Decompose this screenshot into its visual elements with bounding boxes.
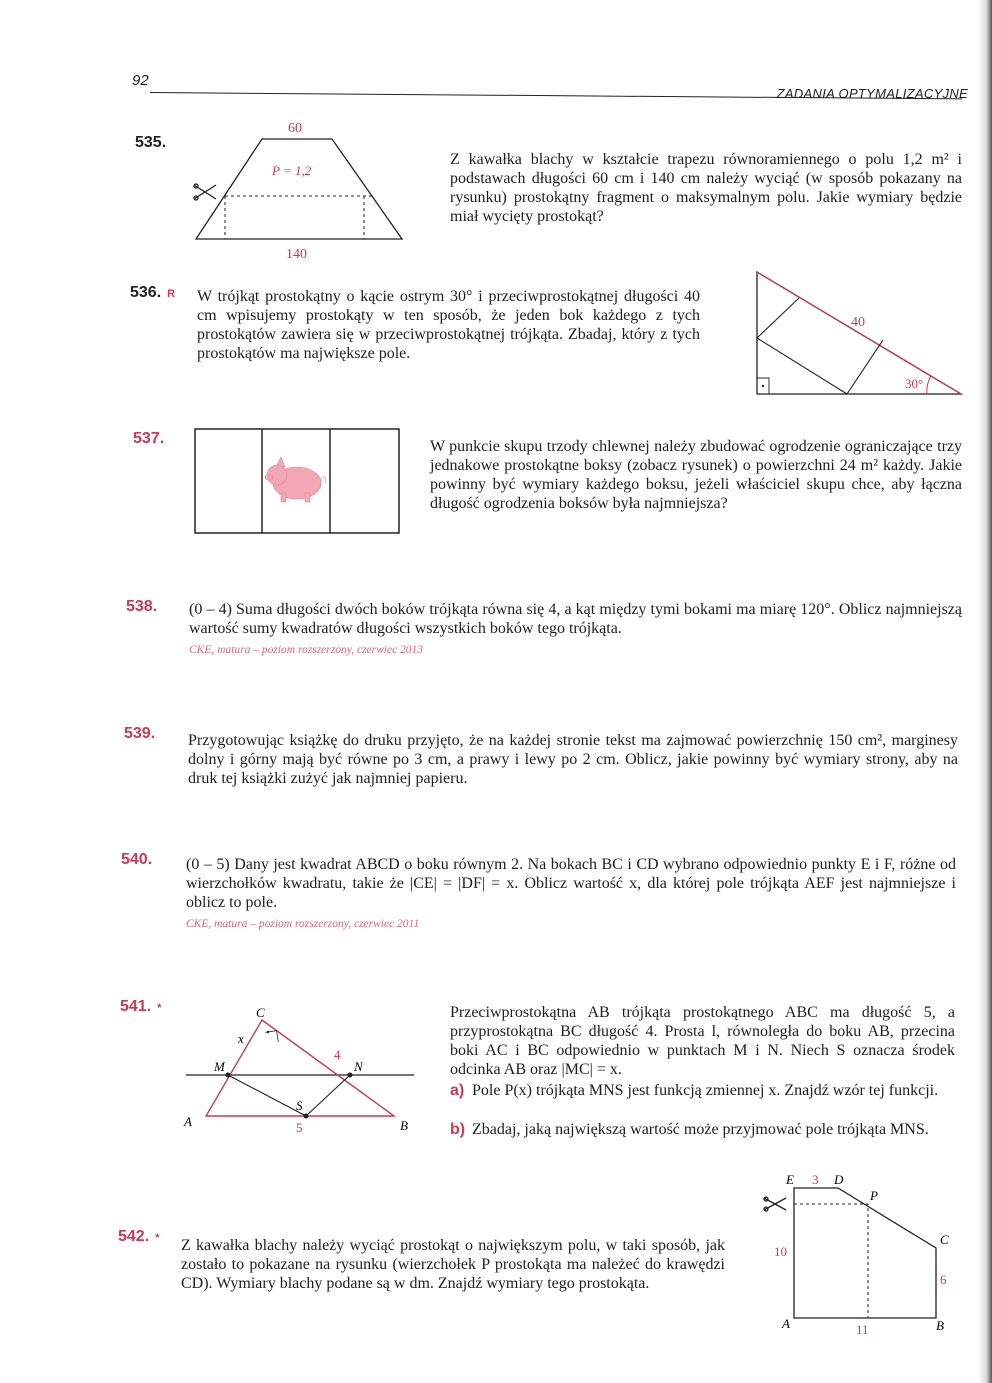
section-title: ZADANIA OPTYMALIZACYJNE bbox=[776, 86, 968, 101]
fig536-angle-label: 30° bbox=[905, 376, 924, 391]
problem-538-number: 538. bbox=[126, 598, 158, 615]
problem-541-text: Przeciwprostokątna AB trójkąta prostokątnego ABC ma długość 5, a przyprostokątna BC długość 4. Prosta l, równoległa do boku AB, przecina boki AC i BC odpowiednio w punktach M i N. Niech S oznacza środek odcinka AB oraz |MC| = x. bbox=[450, 1004, 955, 1078]
fig542-left: 10 bbox=[774, 1244, 787, 1259]
fig541-x: x bbox=[238, 1031, 244, 1046]
problem-535-number: 535. bbox=[135, 134, 167, 151]
star-mark: * bbox=[157, 1002, 162, 1014]
problem-537-text: W punkcie skupu trzody chlewnej należy zbudować ogrodzenie ograniczające trzy jednakowe prostokątne boksy (zobacz rysunek) o powierzchni 24 m² każdy. Jakie powinny być wymiary każdego boksu, jeżeli właściciel skupu chce, aby łączna długość ogrodzenia boksów była najmniejsza? bbox=[430, 438, 962, 512]
part-a-text: Pole P(x) trójkąta MNS jest funkcją zmiennej x. Znajdź wzór tej funkcji. bbox=[472, 1082, 939, 1099]
problem-541-number-text: 541. bbox=[120, 998, 152, 1015]
problem-541-part-b bbox=[450, 1120, 955, 1139]
fig541-M: M bbox=[214, 1059, 225, 1074]
fig541-B: B bbox=[400, 1118, 408, 1133]
problem-540-block bbox=[186, 855, 956, 934]
problem-536-number-text: 536. bbox=[130, 284, 162, 301]
problem-539-text: Przygotowując książkę do druku przyjęto, że na każdej stronie tekst ma zajmować powierzchnię 150 cm², marginesy dolny i górny mają być równe po 3 cm, a prawy i lewy po 2 cm. Oblicz, jakie powinny być wymiary strony, aby na druk tej książki zużyć jak najmniej papieru. bbox=[188, 732, 958, 787]
problem-536-number bbox=[130, 284, 175, 302]
problem-538-text: (0 – 4) Suma długości dwóch boków trójkąta równa się 4, a kąt między tymi bokami ma miarę 120°. Oblicz najmniejszą wartość sumy kwadratów długości wszystkich boków tego trójkąta. bbox=[189, 601, 962, 637]
part-b-text: Zbadaj, jaką największą wartość może przyjmować pole trójkąta MNS. bbox=[472, 1121, 929, 1138]
fig542-P: P bbox=[870, 1188, 878, 1203]
problem-536-text: W trójkąt prostokątny o kącie ostrym 30° i przeciwprostokątnej długości 40 cm wpisujemy prostokąty w ten sposób, że jeden bok każdego z tych prostokątów zawiera się w przeciwprostokątnej trójkąta. Zbadaj, który z tych prostokątów ma największe pole. bbox=[197, 288, 700, 362]
part-a-label: a) bbox=[450, 1082, 465, 1099]
pig-icon bbox=[265, 457, 326, 502]
fig535-bottom-label: 140 bbox=[286, 247, 307, 262]
fig535-area-label: P = 1,2 bbox=[272, 163, 312, 178]
problem-538-block bbox=[189, 600, 962, 660]
fig541-C: C bbox=[256, 1005, 265, 1020]
problem-540-source: CKE, matura – poziom rozszerzony, czerwiec 2011 bbox=[186, 918, 420, 930]
scissors-icon bbox=[194, 184, 216, 200]
figure-542-sheet bbox=[758, 1168, 958, 1338]
fig542-E: E bbox=[786, 1172, 794, 1187]
figure-535-trapezoid bbox=[190, 115, 410, 265]
problem-541-part-a bbox=[450, 1081, 955, 1100]
problem-542-text: Z kawałka blachy należy wyciąć prostokąt o największym polu, w taki sposób, jak zostało to pokazane na rysunku (wierzchołek P prostokąta ma należeć do krawędzi CD). Wymiary blachy podane są w dm. Znajdź wymiary tego prostokąta. bbox=[181, 1237, 725, 1292]
fig541-side4: 4 bbox=[334, 1047, 341, 1062]
fig542-bottom: 11 bbox=[856, 1322, 869, 1337]
fig541-side5: 5 bbox=[296, 1120, 303, 1135]
problem-537-number: 537. bbox=[133, 430, 165, 447]
figure-536-triangle bbox=[755, 268, 970, 398]
figure-541-triangle bbox=[178, 1002, 418, 1137]
fig535-top-label: 60 bbox=[288, 121, 302, 136]
problem-540-text: (0 – 5) Dany jest kwadrat ABCD o boku równym 2. Na bokach BC i CD wybrano odpowiednio punkty E i F, różne od wierzchołków kwadratu, takie że |CE| = |DF| = x. Oblicz wartość x, dla której pole trójkąta AEF jest najmniejsze i oblicz to pole. bbox=[186, 856, 956, 911]
level-r-badge: R bbox=[167, 288, 176, 300]
problem-539-number: 539. bbox=[124, 725, 156, 742]
part-b-label: b) bbox=[450, 1121, 466, 1138]
fig542-A: A bbox=[782, 1316, 790, 1331]
problem-542-number-text: 542. bbox=[118, 1228, 150, 1245]
problem-540-number: 540. bbox=[121, 851, 153, 868]
problem-541-number bbox=[120, 998, 161, 1016]
scissors-icon bbox=[764, 1197, 786, 1211]
fig542-D: D bbox=[834, 1172, 844, 1187]
figure-537-pens bbox=[193, 427, 403, 535]
problem-542-number bbox=[118, 1228, 159, 1246]
problem-538-source: CKE, matura – poziom rozszerzony, czerwiec 2013 bbox=[189, 644, 424, 656]
fig541-A: A bbox=[184, 1114, 192, 1129]
fig542-ed: 3 bbox=[812, 1172, 819, 1187]
page-edge-shadow bbox=[978, 0, 992, 1383]
page-number: 92 bbox=[132, 72, 149, 89]
fig536-hyp-label: 40 bbox=[851, 315, 865, 330]
fig541-S: S bbox=[296, 1098, 303, 1113]
problem-535-text: Z kawałka blachy w kształcie trapezu równoramiennego o polu 1,2 m² i podstawach długości 60 cm i 140 cm należy wyciąć (w sposób pokazany na rysunku) prostokątny fragment o maksymalnym polu. Jakie wymiary będzie miał wycięty prostokąt? bbox=[450, 151, 962, 225]
fig542-B: B bbox=[936, 1318, 944, 1333]
star-mark: * bbox=[155, 1232, 160, 1244]
fig542-right: 6 bbox=[940, 1272, 947, 1287]
fig542-C: C bbox=[940, 1232, 949, 1247]
fig541-N: N bbox=[354, 1059, 363, 1074]
